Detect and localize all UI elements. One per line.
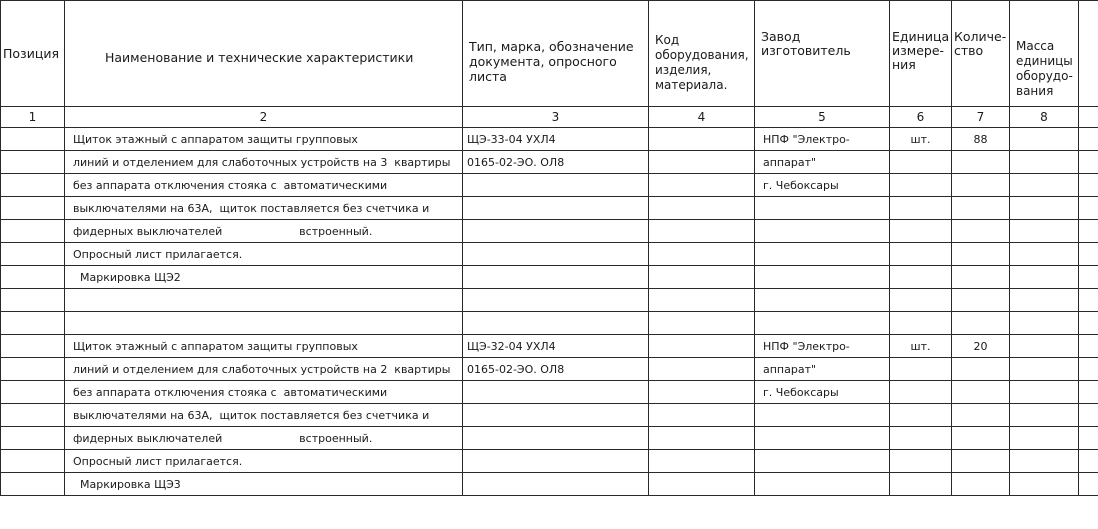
cell-name: выключателями на 63А, щиток поставляется без счетчика и — [65, 404, 463, 427]
cell-mass — [1010, 473, 1079, 496]
cell-type — [463, 197, 649, 220]
cell-extra — [1079, 128, 1098, 151]
cell-manufacturer — [755, 220, 890, 243]
cell-code — [649, 266, 755, 289]
cell-manufacturer — [755, 266, 890, 289]
cell-name: без аппарата отключения стояка с автоматическими — [65, 174, 463, 197]
cell-manufacturer: г. Чебоксары — [755, 174, 890, 197]
table-row — [1, 335, 1098, 358]
cell-code — [649, 174, 755, 197]
cell-unit — [890, 151, 952, 174]
cell-manufacturer: г. Чебоксары — [755, 381, 890, 404]
cell-type: ЩЭ-33-04 УХЛ4 — [463, 128, 649, 151]
cell-quantity — [952, 381, 1010, 404]
table-row — [1, 220, 1098, 243]
cell-position — [1, 220, 65, 243]
cell-quantity — [952, 220, 1010, 243]
cell-position — [1, 473, 65, 496]
cell-code — [649, 473, 755, 496]
cell-type — [463, 243, 649, 266]
cell-position — [1, 151, 65, 174]
table-row — [1, 174, 1098, 197]
cell-mass — [1010, 450, 1079, 473]
table-row — [1, 289, 1098, 312]
cell-unit: шт. — [890, 128, 952, 151]
cell-name: линий и отделением для слаботочных устройств на 3 квартиры — [65, 151, 463, 174]
cell-name: фидерных выключателей встроенный. — [65, 427, 463, 450]
cell-type — [463, 473, 649, 496]
cell-name: Щиток этажный с аппаратом защиты групповых — [65, 335, 463, 358]
cell-manufacturer — [755, 473, 890, 496]
cell-manufacturer — [755, 427, 890, 450]
cell-unit — [890, 450, 952, 473]
cell-name: Маркировка ЩЭ3 — [65, 473, 463, 496]
cell-extra — [1079, 151, 1098, 174]
cell-name: линий и отделением для слаботочных устройств на 2 квартиры — [65, 358, 463, 381]
cell-mass — [1010, 197, 1079, 220]
table-row — [1, 243, 1098, 266]
cell-type — [463, 174, 649, 197]
cell-position — [1, 266, 65, 289]
cell-name: без аппарата отключения стояка с автоматическими — [65, 381, 463, 404]
cell-name: Щиток этажный с аппаратом защиты групповых — [65, 128, 463, 151]
cell-extra — [1079, 404, 1098, 427]
cell-extra — [1079, 335, 1098, 358]
cell-name: фидерных выключателей встроенный. — [65, 220, 463, 243]
col-number: 5 — [755, 107, 890, 128]
cell-unit — [890, 243, 952, 266]
cell-mass — [1010, 358, 1079, 381]
cell-mass — [1010, 266, 1079, 289]
cell-position — [1, 404, 65, 427]
cell-type: ЩЭ-32-04 УХЛ4 — [463, 335, 649, 358]
cell-quantity — [952, 427, 1010, 450]
cell-mass — [1010, 289, 1079, 312]
cell-manufacturer — [755, 450, 890, 473]
cell-extra — [1079, 427, 1098, 450]
cell-mass — [1010, 128, 1079, 151]
table-row — [1, 358, 1098, 381]
cell-mass — [1010, 335, 1079, 358]
table-row — [1, 312, 1098, 335]
table-row — [1, 197, 1098, 220]
cell-manufacturer: НПФ "Электро- — [755, 335, 890, 358]
cell-quantity — [952, 174, 1010, 197]
cell-quantity — [952, 266, 1010, 289]
cell-code — [649, 243, 755, 266]
cell-quantity — [952, 358, 1010, 381]
cell-unit — [890, 266, 952, 289]
cell-position — [1, 312, 65, 335]
table-row — [1, 427, 1098, 450]
cell-code — [649, 381, 755, 404]
header-row — [1, 1, 1098, 107]
column-number-row — [1, 107, 1098, 128]
cell-mass — [1010, 404, 1079, 427]
cell-code — [649, 289, 755, 312]
cell-position — [1, 243, 65, 266]
cell-quantity — [952, 289, 1010, 312]
cell-type — [463, 450, 649, 473]
table-row — [1, 404, 1098, 427]
cell-code — [649, 358, 755, 381]
cell-mass — [1010, 151, 1079, 174]
cell-extra — [1079, 266, 1098, 289]
col-number: 2 — [65, 107, 463, 128]
table-row — [1, 381, 1098, 404]
header-unit: Единица измере- ния — [890, 1, 952, 107]
cell-manufacturer — [755, 289, 890, 312]
cell-type — [463, 381, 649, 404]
header-position: Позиция — [1, 1, 65, 107]
cell-extra — [1079, 312, 1098, 335]
cell-type — [463, 220, 649, 243]
cell-manufacturer: аппарат" — [755, 358, 890, 381]
cell-quantity: 88 — [952, 128, 1010, 151]
cell-name: Опросный лист прилагается. — [65, 450, 463, 473]
cell-manufacturer — [755, 312, 890, 335]
cell-code — [649, 427, 755, 450]
cell-extra — [1079, 358, 1098, 381]
cell-manufacturer — [755, 404, 890, 427]
header-extra — [1079, 1, 1098, 107]
cell-quantity — [952, 243, 1010, 266]
cell-position — [1, 450, 65, 473]
cell-extra — [1079, 289, 1098, 312]
header-mass: Масса единицы оборудо- вания — [1010, 1, 1079, 107]
cell-position — [1, 197, 65, 220]
cell-type — [463, 266, 649, 289]
cell-quantity — [952, 312, 1010, 335]
cell-quantity — [952, 197, 1010, 220]
cell-position — [1, 427, 65, 450]
cell-unit — [890, 358, 952, 381]
cell-extra — [1079, 220, 1098, 243]
cell-code — [649, 404, 755, 427]
cell-extra — [1079, 243, 1098, 266]
cell-position — [1, 128, 65, 151]
cell-quantity — [952, 450, 1010, 473]
cell-unit — [890, 473, 952, 496]
cell-unit — [890, 404, 952, 427]
cell-code — [649, 450, 755, 473]
cell-extra — [1079, 381, 1098, 404]
cell-type: 0165-02-ЭО. ОЛ8 — [463, 358, 649, 381]
header-type: Тип, марка, обозначение документа, опросного листа — [463, 1, 649, 107]
cell-extra — [1079, 450, 1098, 473]
cell-position — [1, 358, 65, 381]
cell-position — [1, 335, 65, 358]
cell-type — [463, 289, 649, 312]
cell-quantity — [952, 151, 1010, 174]
header-quantity: Количе- ство — [952, 1, 1010, 107]
cell-code — [649, 220, 755, 243]
col-number: 6 — [890, 107, 952, 128]
col-number: 3 — [463, 107, 649, 128]
cell-mass — [1010, 381, 1079, 404]
cell-position — [1, 289, 65, 312]
cell-quantity — [952, 473, 1010, 496]
cell-unit: шт. — [890, 335, 952, 358]
cell-name — [65, 312, 463, 335]
cell-position — [1, 381, 65, 404]
col-number: 4 — [649, 107, 755, 128]
table-row — [1, 450, 1098, 473]
cell-mass — [1010, 220, 1079, 243]
cell-manufacturer — [755, 243, 890, 266]
cell-name: Опросный лист прилагается. — [65, 243, 463, 266]
cell-quantity: 20 — [952, 335, 1010, 358]
col-number: 1 — [1, 107, 65, 128]
header-manufacturer: Завод изготовитель — [755, 1, 890, 107]
cell-unit — [890, 381, 952, 404]
cell-unit — [890, 312, 952, 335]
cell-type: 0165-02-ЭО. ОЛ8 — [463, 151, 649, 174]
cell-unit — [890, 289, 952, 312]
cell-code — [649, 128, 755, 151]
table-row — [1, 151, 1098, 174]
cell-extra — [1079, 473, 1098, 496]
cell-extra — [1079, 197, 1098, 220]
table-row — [1, 473, 1098, 496]
header-code: Код оборудования, изделия, материала. — [649, 1, 755, 107]
cell-position — [1, 174, 65, 197]
cell-code — [649, 335, 755, 358]
cell-quantity — [952, 404, 1010, 427]
col-number: 7 — [952, 107, 1010, 128]
table-row — [1, 128, 1098, 151]
cell-mass — [1010, 243, 1079, 266]
cell-code — [649, 197, 755, 220]
table-row — [1, 266, 1098, 289]
cell-unit — [890, 197, 952, 220]
col-number: 8 — [1010, 107, 1079, 128]
cell-type — [463, 404, 649, 427]
cell-name — [65, 289, 463, 312]
cell-name: выключателями на 63А, щиток поставляется без счетчика и — [65, 197, 463, 220]
cell-unit — [890, 427, 952, 450]
cell-mass — [1010, 312, 1079, 335]
col-number-extra — [1079, 107, 1098, 128]
cell-extra — [1079, 174, 1098, 197]
cell-code — [649, 151, 755, 174]
cell-manufacturer — [755, 197, 890, 220]
cell-code — [649, 312, 755, 335]
cell-manufacturer: аппарат" — [755, 151, 890, 174]
cell-type — [463, 427, 649, 450]
cell-name: Маркировка ЩЭ2 — [65, 266, 463, 289]
cell-manufacturer: НПФ "Электро- — [755, 128, 890, 151]
cell-unit — [890, 174, 952, 197]
cell-unit — [890, 220, 952, 243]
header-name: Наименование и технические характеристики — [65, 1, 463, 107]
cell-mass — [1010, 174, 1079, 197]
cell-mass — [1010, 427, 1079, 450]
cell-type — [463, 312, 649, 335]
